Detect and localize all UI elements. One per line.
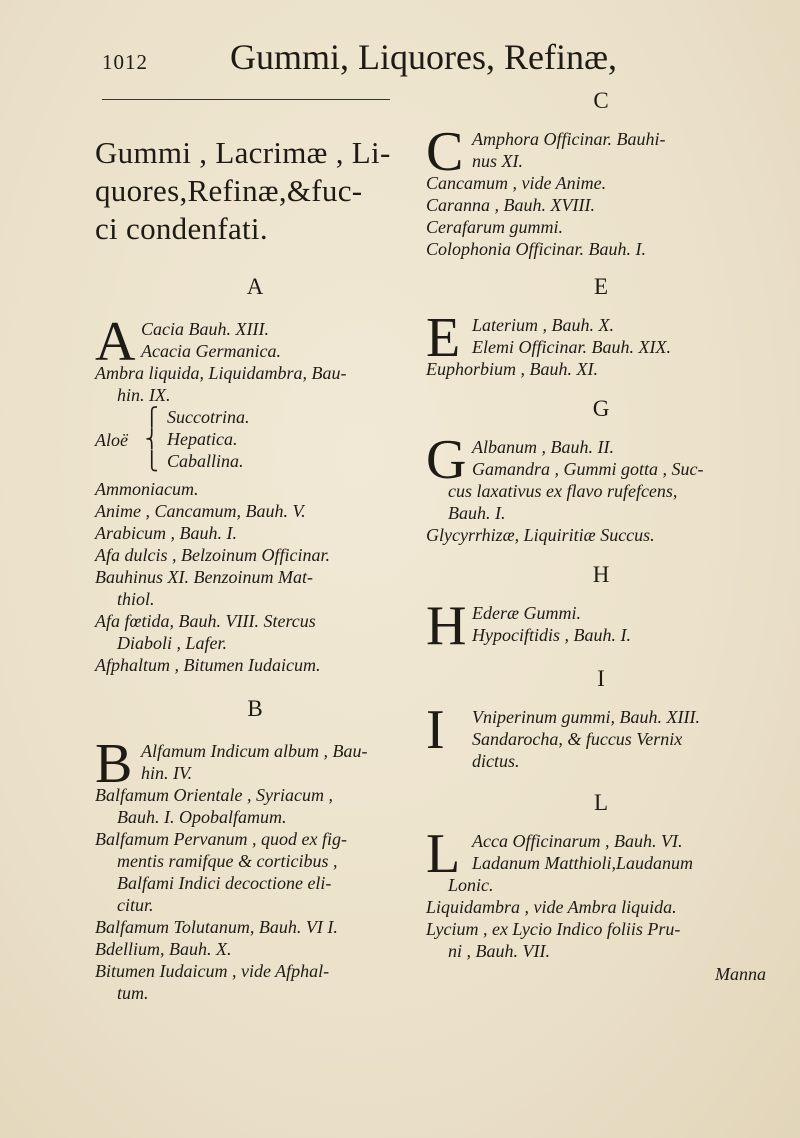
section-letter-i: I xyxy=(597,666,605,691)
entry: Afphaltum , Bitumen Iudaicum. xyxy=(95,655,321,675)
entry: Elemi Officinar. Bauh. XIX. xyxy=(472,337,671,357)
entry: Acca Officinarum , Bauh. VI. xyxy=(472,831,683,851)
entry: Ladanum Matthioli,Laudanum xyxy=(472,853,694,873)
entry: Cacia Bauh. XIII. xyxy=(141,319,269,339)
heading-line: quores,Refinæ,&fuc- xyxy=(95,173,363,208)
chapter-heading xyxy=(95,134,415,248)
entry: Caranna , Bauh. XVIII. xyxy=(426,195,595,215)
page-header xyxy=(102,28,722,78)
drop-cap-h: H xyxy=(426,595,467,657)
entry: dictus. xyxy=(472,751,520,771)
section-b xyxy=(95,733,415,1004)
section-letter-e: E xyxy=(593,274,609,299)
aloe-variety: Caballina. xyxy=(167,451,244,471)
entry: Ammoniacum. xyxy=(95,479,199,499)
entry: nus XI. xyxy=(472,151,523,171)
aloe-variety: Hepatica. xyxy=(167,429,238,449)
entry: hin. IX. xyxy=(117,385,171,405)
aloe-group xyxy=(95,406,415,478)
section-letter-b: B xyxy=(247,696,263,721)
heading-line: ci condenfati. xyxy=(95,211,268,246)
entry: Afa fœtida, Bauh. VIII. Stercus xyxy=(95,611,316,631)
entry: Amphora Officinar. Bauhi- xyxy=(472,129,666,149)
section-e xyxy=(426,307,776,380)
entry: Balfamum Orientale , Syriacum , xyxy=(95,785,333,805)
entry: Liquidambra , vide Ambra liquida. xyxy=(426,897,677,917)
entry: Laterium , Bauh. X. xyxy=(472,315,614,335)
entry: Anime , Cancamum, Bauh. V. xyxy=(95,501,306,521)
entry: Balfamum Pervanum , quod ex fig- xyxy=(95,829,347,849)
entry: Glycyrrhizæ, Liquiritiæ Succus. xyxy=(426,525,655,545)
entry: Sandarocha, & fuccus Vernix xyxy=(472,729,683,749)
section-letter-c: C xyxy=(593,88,609,113)
heading-line: Gummi , Lacrimæ , Li- xyxy=(95,135,391,170)
right-column xyxy=(426,88,776,985)
drop-cap-e: E xyxy=(426,307,461,369)
section-letter-g: G xyxy=(592,396,610,421)
entry: Vniperinum gummi, Bauh. XIII. xyxy=(472,707,700,727)
entry: mentis ramifque & corticibus , xyxy=(117,851,338,871)
entry: Alfamum Indicum album , Bau- xyxy=(141,741,368,761)
entry: Diaboli , Lafer. xyxy=(117,633,228,653)
entry: cus laxativus ex flavo rufefcens, xyxy=(448,481,678,501)
entry: hin. IV. xyxy=(141,763,193,783)
section-letter-a: A xyxy=(246,274,264,299)
page-number: 1012 xyxy=(102,50,148,74)
drop-cap-b: B xyxy=(95,733,133,795)
aloe-label: Aloë xyxy=(95,430,128,450)
running-title: Gummi, Liquores, Refinæ, xyxy=(230,37,617,77)
drop-cap-i: I xyxy=(426,699,445,761)
section-letter-l: L xyxy=(593,790,609,815)
section-i xyxy=(426,699,776,772)
entry: Cerafarum gummi. xyxy=(426,217,564,237)
entry: Euphorbium , Bauh. XI. xyxy=(426,359,598,379)
left-column xyxy=(95,100,415,1004)
entry: Bauh. I. Opobalfamum. xyxy=(117,807,287,827)
drop-cap-l: L xyxy=(426,823,461,885)
entry: Cancamum , vide Anime. xyxy=(426,173,607,193)
entry: Colophonia Officinar. Bauh. I. xyxy=(426,239,646,259)
section-letter-h: H xyxy=(592,562,610,587)
section-g xyxy=(426,429,776,546)
drop-cap-c: C xyxy=(426,121,464,183)
entry: Arabicum , Bauh. I. xyxy=(95,523,237,543)
drop-cap-a: A xyxy=(95,311,136,373)
entry: Afa dulcis , Belzoinum Officinar. xyxy=(95,545,330,565)
drop-cap-g: G xyxy=(426,429,467,491)
entry: Acacia Germanica. xyxy=(141,341,281,361)
section-h xyxy=(426,595,776,657)
entry: Hypociftidis , Bauh. I. xyxy=(472,625,631,645)
entry: Balfami Indici decoctione eli- xyxy=(117,873,332,893)
section-a xyxy=(95,311,415,676)
entry: Lonic. xyxy=(448,875,494,895)
entry: tum. xyxy=(117,983,149,1003)
entry: Ederæ Gummi. xyxy=(472,603,581,623)
aloe-varieties xyxy=(167,406,250,472)
entry: Lycium , ex Lycio Indico foliis Pru- xyxy=(426,919,681,939)
entry: citur. xyxy=(117,895,154,915)
entry: Bauh. I. xyxy=(448,503,506,523)
entry: Gamandra , Gummi gotta , Suc- xyxy=(472,459,704,479)
entry: Bdellium, Bauh. X. xyxy=(95,939,232,959)
entry: thiol. xyxy=(117,589,155,609)
entry: Bauhinus XI. Benzoinum Mat- xyxy=(95,567,313,587)
section-l xyxy=(426,823,776,962)
brace-glyph: ⎧ ⎨ ⎩ xyxy=(145,407,159,471)
entry: Balfamum Tolutanum, Bauh. VI I. xyxy=(95,917,338,937)
section-c xyxy=(426,121,776,260)
aloe-variety: Succotrina. xyxy=(167,407,250,427)
catchword: Manna xyxy=(715,964,766,984)
entry: Albanum , Bauh. II. xyxy=(472,437,614,457)
entry: Ambra liquida, Liquidambra, Bau- xyxy=(95,363,347,383)
entry: ni , Bauh. VII. xyxy=(448,941,550,961)
entry: Bitumen Iudaicum , vide Afphal- xyxy=(95,961,330,981)
